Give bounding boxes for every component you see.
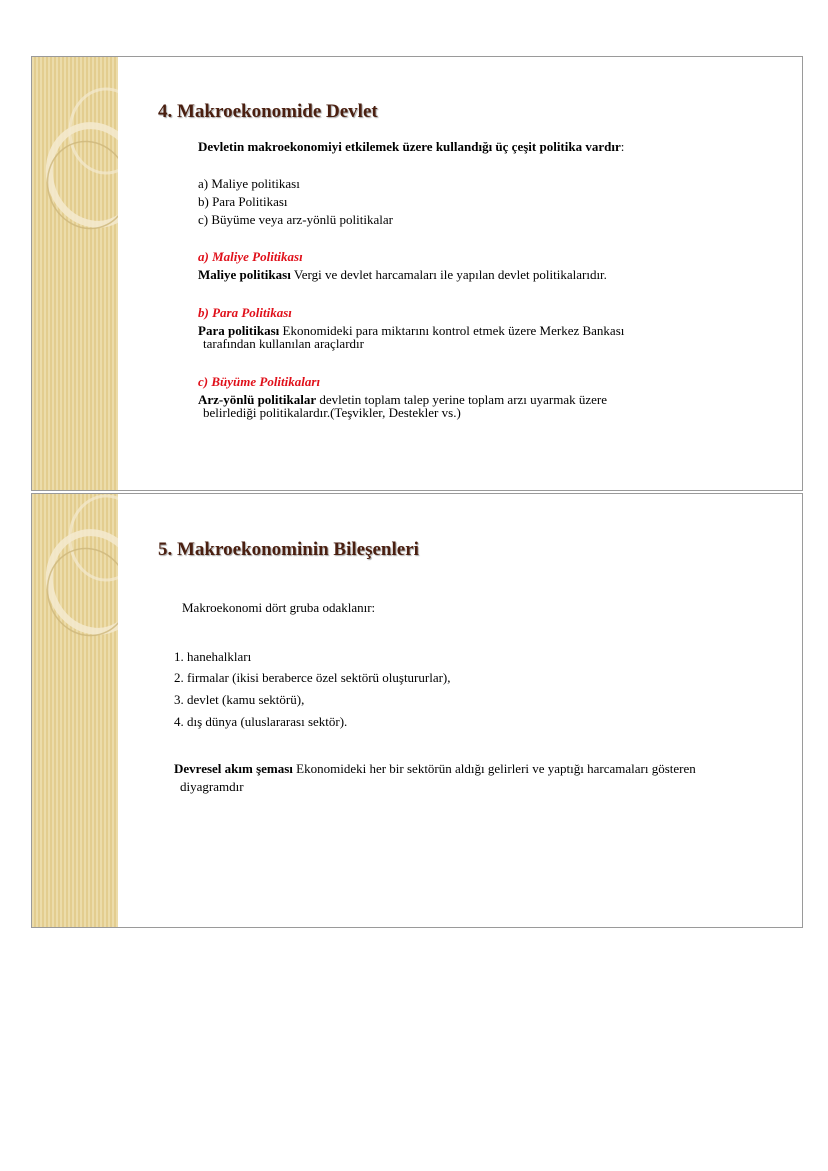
intro-text: Makroekonomi dört gruba odaklanır: <box>182 600 376 615</box>
slide-title: 4. Makroekonomide Devlet <box>158 101 378 122</box>
slide-2 <box>31 493 803 928</box>
definition-text-continued: diyagramdır <box>180 779 244 794</box>
list-item: 4. dış dünya (uluslararası sektör). <box>174 714 348 729</box>
section-text-continued: tarafından kullanılan araçlardır <box>203 336 364 351</box>
section-heading: c) Büyüme Politikaları <box>198 374 321 389</box>
section-text: Maliye politikası Vergi ve devlet harcamaları ile yapılan devlet politikalarıdır. <box>198 267 607 282</box>
list-item: b) Para Politikası <box>198 194 288 209</box>
section-text-continued: belirlediği politikalardır.(Teşvikler, Destekler vs.) <box>203 405 461 420</box>
slide-1 <box>31 56 803 491</box>
decorative-side-band <box>32 57 118 490</box>
section-heading: b) Para Politikası <box>198 305 292 320</box>
list-item: a) Maliye politikası <box>198 176 300 191</box>
section-text: Arz-yönlü politikalar devletin toplam talep yerine toplam arzı uyarmak üzere <box>198 392 608 407</box>
ring-decoration-icon <box>32 57 118 491</box>
intro-text: Devletin makroekonomiyi etkilemek üzere kullandığı üç çeşit politika vardır: <box>198 139 625 154</box>
ring-decoration-icon <box>32 494 118 928</box>
decorative-side-band <box>32 494 118 927</box>
list-item: c) Büyüme veya arz-yönlü politikalar <box>198 212 393 227</box>
list-item: 2. firmalar (ikisi beraberce özel sektörü oluştururlar), <box>174 670 451 685</box>
list-item: 3. devlet (kamu sektörü), <box>174 692 305 707</box>
section-heading: a) Maliye Politikası <box>198 249 303 264</box>
slide-title: 5. Makroekonominin Bileşenleri <box>158 539 419 560</box>
definition-text: Devresel akım şeması Ekonomideki her bir sektörün aldığı gelirleri ve yaptığı harcamaları gösteren <box>174 761 696 776</box>
section-text: Para politikası Ekonomideki para miktarını kontrol etmek üzere Merkez Bankası <box>198 323 625 338</box>
list-item: 1. hanehalkları <box>174 649 252 664</box>
